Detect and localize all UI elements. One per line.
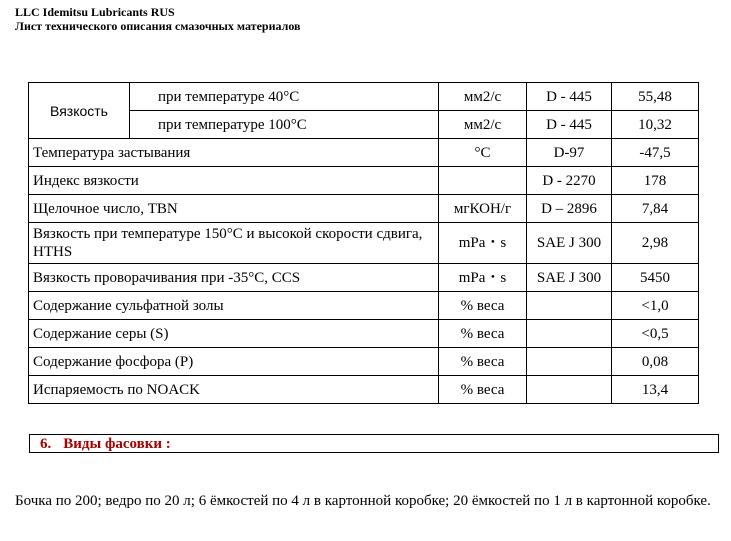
property-name: Содержание серы (S) <box>29 320 439 348</box>
property-name: Температура застывания <box>29 139 439 167</box>
table-row <box>29 264 699 292</box>
value-cell: 7,84 <box>612 195 699 223</box>
viscosity-condition: при температуре 100°C <box>130 111 439 139</box>
unit-cell: mPa・s <box>439 264 527 292</box>
value-cell: <1,0 <box>612 292 699 320</box>
unit-cell: mPa・s <box>439 223 527 264</box>
property-name: Содержание фосфора (P) <box>29 348 439 376</box>
value-cell: 10,32 <box>612 111 699 139</box>
method-cell: D - 445 <box>527 83 612 111</box>
unit-cell: мгКОН/г <box>439 195 527 223</box>
property-name: Содержание сульфатной золы <box>29 292 439 320</box>
value-cell: 13,4 <box>612 376 699 404</box>
section-title: Виды фасовки : <box>63 436 171 452</box>
method-cell <box>527 292 612 320</box>
property-name: Вязкость проворачивания при -35°C, CCS <box>29 264 439 292</box>
table-row <box>29 320 699 348</box>
packaging-text: Бочка по 200; ведро по 20 л; 6 ёмкостей по 4 л в картонной коробке; 20 ёмкостей по 1 л в картонной коробке. <box>15 493 711 509</box>
value-cell: 178 <box>612 167 699 195</box>
document-title: Лист технического описания смазочных материалов <box>15 19 301 33</box>
table-row <box>29 111 699 139</box>
method-cell: SAE J 300 <box>527 223 612 264</box>
method-cell: D - 2270 <box>527 167 612 195</box>
method-cell <box>527 348 612 376</box>
method-cell: SAE J 300 <box>527 264 612 292</box>
table-row <box>29 348 699 376</box>
unit-cell: мм2/с <box>439 83 527 111</box>
table-row <box>29 292 699 320</box>
viscosity-condition: при температуре 40°C <box>130 83 439 111</box>
table-row <box>29 83 699 111</box>
unit-cell: % веса <box>439 348 527 376</box>
table-row <box>29 223 699 264</box>
method-cell: D - 445 <box>527 111 612 139</box>
value-cell: -47,5 <box>612 139 699 167</box>
method-cell: D-97 <box>527 139 612 167</box>
value-cell: <0,5 <box>612 320 699 348</box>
method-cell <box>527 320 612 348</box>
property-name: Испаряемость по NOACK <box>29 376 439 404</box>
company-name: LLC Idemitsu Lubricants RUS <box>15 5 175 19</box>
table-row <box>29 167 699 195</box>
value-cell: 5450 <box>612 264 699 292</box>
property-name: Щелочное число, TBN <box>29 195 439 223</box>
property-name: Индекс вязкости <box>29 167 439 195</box>
viscosity-label: Вязкость <box>29 83 130 139</box>
table-row <box>29 195 699 223</box>
section-number: 6. <box>40 436 52 452</box>
method-cell: D – 2896 <box>527 195 612 223</box>
unit-cell <box>439 167 527 195</box>
unit-cell: °C <box>439 139 527 167</box>
property-name: Вязкость при температуре 150°C и высокой скорости сдвига, HTHS <box>29 223 439 264</box>
method-cell <box>527 376 612 404</box>
unit-cell: % веса <box>439 292 527 320</box>
unit-cell: % веса <box>439 320 527 348</box>
spec-table <box>28 82 699 404</box>
section-heading <box>29 434 719 453</box>
table-row <box>29 376 699 404</box>
unit-cell: мм2/с <box>439 111 527 139</box>
value-cell: 0,08 <box>612 348 699 376</box>
value-cell: 55,48 <box>612 83 699 111</box>
value-cell: 2,98 <box>612 223 699 264</box>
unit-cell: % веса <box>439 376 527 404</box>
table-row <box>29 139 699 167</box>
